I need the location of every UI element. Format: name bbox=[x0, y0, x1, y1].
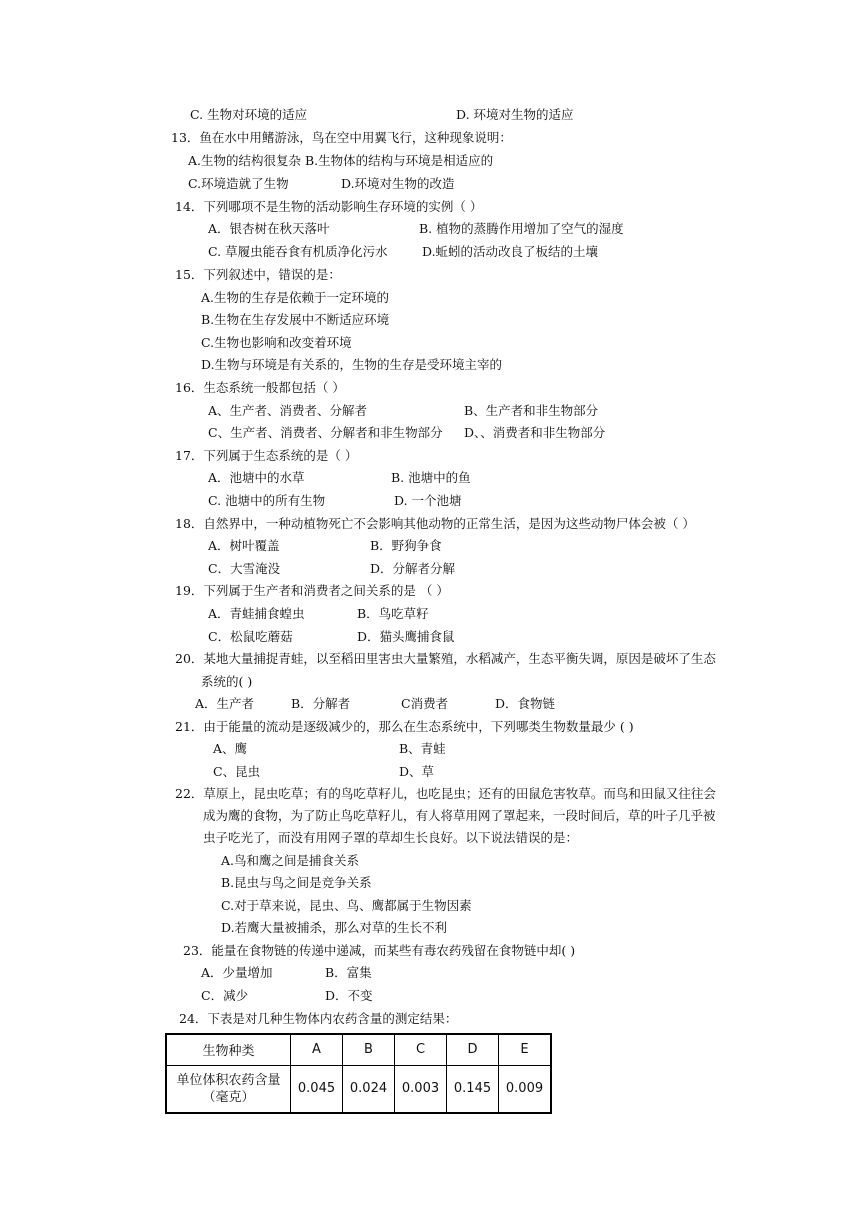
header-b: B bbox=[343, 1034, 395, 1065]
q23-option-a: A．少量增加 bbox=[201, 965, 273, 980]
q20-stem-line2: 系统的( ) bbox=[201, 674, 253, 689]
table-data-row bbox=[166, 1065, 551, 1113]
q14-option-b: B. 植物的蒸腾作用增加了空气的湿度 bbox=[419, 221, 624, 236]
q15-option-a: A.生物的生存是依赖于一定环境的 bbox=[201, 290, 390, 305]
q22-option-c: C.对于草来说，昆虫、鸟、鹰都属于生物因素 bbox=[221, 898, 472, 913]
row-label-line1: 单位体积农药含量 bbox=[176, 1072, 281, 1088]
q13-option-c: C.环境造就了生物 bbox=[188, 176, 289, 191]
pesticide-results-table bbox=[165, 1033, 552, 1114]
q18-option-c: C．大雪淹没 bbox=[208, 561, 281, 576]
q21-stem: 21．由于能量的流动是逐级减少的，那么在生态系统中，下列哪类生物数量最少 ( ) bbox=[175, 719, 634, 734]
q16-option-b: B、生产者和非生物部分 bbox=[464, 403, 599, 418]
q22-stem-line2: 成为鹰的食物，为了防止鸟吃草籽儿，有人将草用网了罩起来，一段时间后，草的叶子几乎被 bbox=[203, 808, 716, 823]
q19-stem: 19．下列属于生产者和消费者之间关系的是 （ ） bbox=[175, 583, 449, 598]
q18-option-a: A．树叶覆盖 bbox=[208, 538, 280, 553]
q23-option-c: C．减少 bbox=[201, 988, 249, 1003]
q20-stem-line1: 20．某地大量捕捉青蛙，以至稻田里害虫大量繁殖，水稻减产，生态平衡失调，原因是破坏了生态 bbox=[175, 651, 716, 666]
q14-option-a: A．银杏树在秋天落叶 bbox=[208, 221, 330, 236]
q19-option-a: A．青蛙捕食蝗虫 bbox=[208, 606, 305, 621]
q18-stem: 18．自然界中，一种动植物死亡不会影响其他动物的正常生活，是因为这些动物尸体会被（ ） bbox=[175, 516, 695, 531]
q22-option-b: B.昆虫与鸟之间是竞争关系 bbox=[221, 875, 372, 890]
q19-option-d: D．猫头鹰捕食鼠 bbox=[357, 629, 455, 644]
q16-option-a: A、生产者、消费者、分解者 bbox=[208, 403, 368, 418]
q15-option-b: B.生物在生存发展中不断适应环境 bbox=[201, 312, 390, 327]
q14-option-d: D.蚯蚓的活动改良了板结的土壤 bbox=[422, 244, 599, 259]
q16-option-d: D、、消费者和非生物部分 bbox=[464, 425, 606, 440]
table-header-row bbox=[166, 1034, 551, 1065]
q21-option-b: B、青蛙 bbox=[399, 741, 446, 756]
q19-option-b: B．鸟吃草籽 bbox=[357, 606, 429, 621]
q22-option-d: D.若鹰大量被捕杀，那么对草的生长不利 bbox=[221, 920, 448, 935]
q13-stem: 13．鱼在水中用鳍游泳，鸟在空中用翼飞行，这种现象说明： bbox=[171, 130, 512, 145]
q20-option-c: C消费者 bbox=[401, 696, 449, 711]
q17-option-d: D. 一个池塘 bbox=[394, 493, 462, 508]
q12-option-d: D. 环境对生物的适应 bbox=[456, 107, 574, 122]
q14-option-c: C. 草履虫能吞食有机质净化污水 bbox=[208, 244, 388, 259]
q17-stem: 17．下列属于生态系统的是（ ） bbox=[175, 448, 358, 463]
header-d: D bbox=[447, 1034, 499, 1065]
q24-stem: 24．下表是对几种生物体内农药含量的测定结果： bbox=[179, 1011, 458, 1026]
header-species: 生物种类 bbox=[166, 1034, 291, 1065]
q23-option-d: D．不变 bbox=[325, 988, 373, 1003]
q13-option-d: D.环境对生物的改造 bbox=[341, 176, 455, 191]
q18-option-d: D．分解者分解 bbox=[370, 561, 456, 576]
q23-stem: 23．能量在食物链的传递中递减，而某些有毒农药残留在食物链中却( ) bbox=[183, 943, 576, 958]
q17-option-c: C. 池塘中的所有生物 bbox=[208, 493, 326, 508]
value-e: 0.009 bbox=[499, 1065, 552, 1113]
q16-stem: 16．生态系统一般都包括（ ） bbox=[175, 380, 345, 395]
q15-option-d: D.生物与环境是有关系的，生物的生存是受环境主宰的 bbox=[201, 357, 503, 372]
q22-stem-line1: 22．草原上，昆虫吃草；有的鸟吃草籽儿，也吃昆虫；还有的田鼠危害牧草。而鸟和田鼠又往往会 bbox=[175, 786, 716, 801]
value-d: 0.145 bbox=[447, 1065, 499, 1113]
q15-stem: 15．下列叙述中，错误的是： bbox=[175, 267, 341, 282]
q17-option-b: B. 池塘中的鱼 bbox=[391, 470, 471, 485]
q21-option-d: D、草 bbox=[399, 764, 435, 779]
q20-option-a: A．生产者 bbox=[195, 696, 255, 711]
q23-option-b: B．富集 bbox=[325, 965, 372, 980]
q19-option-c: C．松鼠吃蘑菇 bbox=[208, 629, 293, 644]
q22-option-a: A.鸟和鹰之间是捕食关系 bbox=[221, 853, 360, 868]
q22-stem-line3: 虫子吃光了，而没有用网子罩的草却生长良好。以下说法错误的是： bbox=[203, 830, 579, 845]
q20-option-b: B．分解者 bbox=[291, 696, 351, 711]
header-c: C bbox=[395, 1034, 447, 1065]
q16-option-c: C、生产者、消费者、分解者和非生物部分 bbox=[208, 425, 443, 440]
q18-option-b: B．野狗争食 bbox=[370, 538, 442, 553]
header-a: A bbox=[291, 1034, 343, 1065]
value-a: 0.045 bbox=[291, 1065, 343, 1113]
q20-option-d: D．食物链 bbox=[495, 696, 556, 711]
q21-option-a: A、鹰 bbox=[213, 741, 248, 756]
row-label bbox=[166, 1065, 291, 1113]
q14-stem: 14．下列哪项不是生物的活动影响生存环境的实例（ ） bbox=[175, 199, 483, 214]
value-b: 0.024 bbox=[343, 1065, 395, 1113]
value-c: 0.003 bbox=[395, 1065, 447, 1113]
q21-option-c: C、昆虫 bbox=[213, 764, 261, 779]
q13-options-ab: A.生物的结构很复杂 B.生物体的结构与环境是相适应的 bbox=[188, 153, 494, 168]
row-label-line2: （毫克） bbox=[202, 1089, 255, 1105]
q15-option-c: C.生物也影响和改变着环境 bbox=[201, 335, 352, 350]
header-e: E bbox=[499, 1034, 552, 1065]
q17-option-a: A．池塘中的水草 bbox=[208, 470, 305, 485]
q12-option-c: C. 生物对环境的适应 bbox=[190, 107, 308, 122]
